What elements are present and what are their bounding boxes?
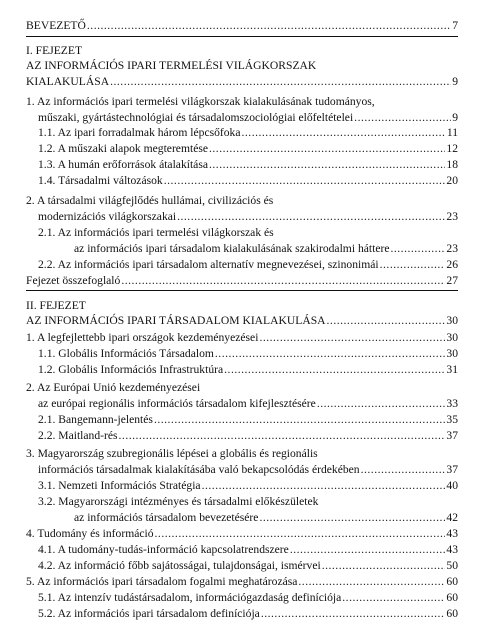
toc-entry-page-number: 27 xyxy=(446,274,458,287)
toc-entry-page-number: 42 xyxy=(446,511,458,524)
toc-entry xyxy=(38,478,458,494)
dot-leader xyxy=(298,574,445,590)
toc-entry-page-number: 43 xyxy=(446,527,458,540)
toc-entry-title: 1.4. Társadalmi változások xyxy=(38,174,163,187)
dot-leader xyxy=(327,313,446,329)
toc-entry-title: 4.1. A tudomány-tudás-információ kapcsolatrendszere xyxy=(38,543,289,556)
toc-entry xyxy=(26,446,458,462)
dot-leader xyxy=(202,478,446,494)
toc-entry-page-number: 37 xyxy=(446,463,458,476)
toc-entry xyxy=(26,74,458,90)
toc-entry-page-number: 43 xyxy=(446,543,458,556)
toc-entry-page-number: 9 xyxy=(452,75,458,88)
toc-entry-page-number: 18 xyxy=(446,158,458,171)
toc-entry-title: 2.2. Az információs ipari társadalom alternatív megnevezései, szinonimái xyxy=(38,258,379,271)
dot-leader xyxy=(155,526,446,542)
toc-entry xyxy=(74,241,458,257)
dot-leader xyxy=(224,362,445,378)
toc-entry-page-number: 7 xyxy=(452,19,458,32)
dot-leader xyxy=(361,462,446,478)
toc-entry-title: modernizációs világkorszakai xyxy=(38,210,177,223)
toc-entry-title: 2.1. Az információs ipari termelési világkorszak és xyxy=(38,226,274,239)
dot-leader xyxy=(87,18,451,34)
dot-leader xyxy=(121,273,445,289)
toc-entry-title: KIALAKULÁSA xyxy=(26,75,110,88)
toc-entry xyxy=(38,542,458,558)
toc-entry-title: az információs ipari társadalom kialakulásának szakirodalmi háttere xyxy=(74,242,390,255)
toc-entry-title: 5.1. Az intenzív tudástársadalom, információgazdaság definíciója xyxy=(38,591,342,604)
toc-entry-page-number: 20 xyxy=(446,174,458,187)
section-divider xyxy=(26,36,458,37)
toc-entry-page-number: 30 xyxy=(446,314,458,327)
toc-entry-page-number: 33 xyxy=(446,397,458,410)
toc-entry xyxy=(38,558,458,574)
toc-entry-page-number: 26 xyxy=(446,258,458,271)
toc-entry xyxy=(38,396,458,412)
toc-entry-title: 3. Magyarország szubregionális lépései a globális és regionális xyxy=(26,447,318,460)
toc-entry-page-number: 30 xyxy=(446,347,458,360)
dot-leader xyxy=(259,510,445,526)
toc-entry-title: 1.1. Globális Információs Társadalom xyxy=(38,347,214,360)
toc-entry-title: 5. Az információs ipari társadalom fogalmi meghatározása xyxy=(26,575,298,588)
dot-leader xyxy=(259,330,445,346)
toc-entry-page-number: 12 xyxy=(446,142,458,155)
dot-leader xyxy=(261,606,446,622)
toc-entry-title: Fejezet összefoglaló xyxy=(26,274,121,287)
toc-entry-title: AZ INFORMÁCIÓS IPARI TERMELÉSI VILÁGKORSZAK xyxy=(26,59,317,72)
toc-entry-title: 2.2. Maitland-rés xyxy=(38,429,118,442)
toc-entry-page-number: 35 xyxy=(446,413,458,426)
toc-entry-page-number: 23 xyxy=(446,210,458,223)
toc-entry-title: 4.2. Az információ főbb sajátosságai, tulajdonságai, ismérvei xyxy=(38,559,321,572)
toc-entry xyxy=(38,362,458,378)
dot-leader xyxy=(154,412,445,428)
toc-entry xyxy=(38,209,458,225)
dot-leader xyxy=(354,110,451,126)
toc-entry xyxy=(38,412,458,428)
toc-entry-title: 1.1. Az ipari forradalmak három lépcsőfoka xyxy=(38,126,241,139)
toc-entry xyxy=(26,273,458,289)
toc-entry xyxy=(26,193,458,209)
toc-entry xyxy=(26,380,458,396)
toc-entry-page-number: 60 xyxy=(446,575,458,588)
dot-leader xyxy=(164,173,446,189)
toc-entry-title: 2.1. Bangemann-jelentés xyxy=(38,413,153,426)
toc-entry xyxy=(26,526,458,542)
toc-entry-page-number: 11 xyxy=(446,126,458,139)
toc-entry-title: I. FEJEZET xyxy=(26,44,83,57)
toc-entry-page-number: 23 xyxy=(446,242,458,255)
dot-leader xyxy=(119,428,446,444)
toc-entry xyxy=(38,590,458,606)
toc-entry-title: 4. Tudomány és információ xyxy=(26,527,154,540)
toc-entry-title: BEVEZETŐ xyxy=(26,19,86,32)
section-divider xyxy=(26,290,458,291)
toc-entry-title: az információs társadalom bevezetésére xyxy=(74,511,259,524)
toc-entry xyxy=(38,225,458,241)
dot-leader xyxy=(177,209,445,225)
toc-entry-title: információs társadalmak kialakításába való bekapcsolódás érdekében xyxy=(38,463,360,476)
toc-entry-page-number: 37 xyxy=(446,429,458,442)
toc-entry-page-number: 31 xyxy=(446,363,458,376)
toc-entry-page-number: 30 xyxy=(446,331,458,344)
toc-entry xyxy=(38,494,458,510)
toc-entry xyxy=(26,94,458,110)
toc-entry-title: 2. Az Európai Unió kezdeményezései xyxy=(26,381,201,394)
toc-entry-page-number: 40 xyxy=(446,479,458,492)
toc-entry xyxy=(38,257,458,273)
toc-entry-title: II. FEJEZET xyxy=(26,299,86,312)
toc-entry-title: 5.2. Az információs ipari társadalom definíciója xyxy=(38,607,260,620)
dot-leader xyxy=(290,542,446,558)
dot-leader xyxy=(209,141,445,157)
toc-entry xyxy=(26,330,458,346)
dot-leader xyxy=(380,257,446,273)
toc-entry xyxy=(38,173,458,189)
toc-entry-title: 1.2. A műszaki alapok megteremtése xyxy=(38,142,208,155)
toc-entry-title: 2. A társadalmi világfejlődés hullámai, civilizációs és xyxy=(26,194,274,207)
toc-entry xyxy=(26,18,458,34)
dot-leader xyxy=(209,157,445,173)
dot-leader xyxy=(390,241,445,257)
toc-entry xyxy=(38,141,458,157)
dot-leader xyxy=(322,558,446,574)
dot-leader xyxy=(242,125,446,141)
toc-entry xyxy=(26,574,458,590)
toc-entry-title: műszaki, gyártástechnológiai és társadalomszociológiai előfeltételei xyxy=(38,111,354,124)
dot-leader xyxy=(110,74,451,90)
dot-leader xyxy=(342,590,445,606)
toc-entry xyxy=(26,43,458,59)
toc-entry xyxy=(38,346,458,362)
toc-entry-title: 3.1. Nemzeti Információs Stratégia xyxy=(38,479,201,492)
toc-entry-title: 1. Az információs ipari termelési világkorszak kialakulásának tudományos, xyxy=(26,95,375,108)
toc-entry-title: AZ INFORMÁCIÓS IPARI TÁRSADALOM KIALAKULÁSA xyxy=(26,314,326,327)
toc-entry-page-number: 60 xyxy=(446,591,458,604)
toc-entry-page-number: 50 xyxy=(446,559,458,572)
toc-entry-title: 3.2. Magyarországi intézményes és társadalmi előkészületek xyxy=(38,495,319,508)
toc-entry-page-number: 60 xyxy=(446,607,458,620)
toc-entry xyxy=(38,606,458,622)
toc-entry xyxy=(38,462,458,478)
toc-entry xyxy=(38,110,458,126)
dot-leader xyxy=(317,396,446,412)
toc-entry-title: 1.2. Globális Információs Infrastruktúra xyxy=(38,363,224,376)
toc-entry xyxy=(26,313,458,329)
toc-entry xyxy=(38,157,458,173)
toc-entry xyxy=(26,298,458,314)
toc-entry xyxy=(38,125,458,141)
toc-entry xyxy=(26,58,458,74)
toc-entry-title: 1. A legfejlettebb ipari országok kezdeményezései xyxy=(26,331,259,344)
toc-entry xyxy=(38,428,458,444)
toc-entry xyxy=(74,510,458,526)
toc-entry-page-number: 9 xyxy=(452,111,458,124)
toc-entry-title: 1.3. A humán erőforrások átalakítása xyxy=(38,158,208,171)
toc-entry-title: az európai regionális információs társadalom kifejlesztésére xyxy=(38,397,316,410)
dot-leader xyxy=(215,346,446,362)
